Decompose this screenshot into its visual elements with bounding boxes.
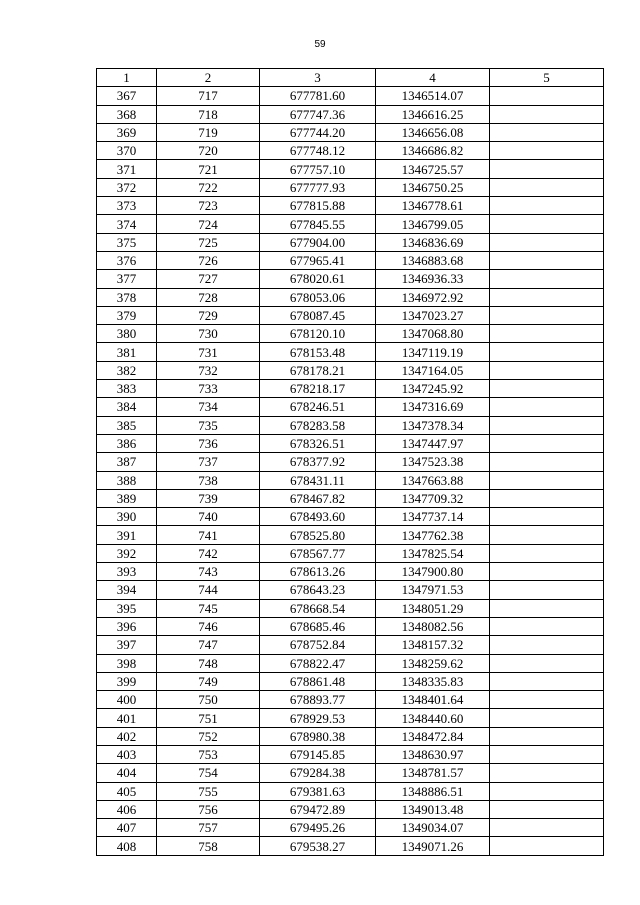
note-cell — [490, 380, 604, 398]
row-number-cell: 404 — [97, 764, 157, 782]
x-coordinate-cell: 679145.85 — [260, 745, 376, 763]
y-coordinate-cell: 1347737.14 — [376, 508, 490, 526]
row-number-cell: 388 — [97, 471, 157, 489]
x-coordinate-cell: 677815.88 — [260, 197, 376, 215]
row-number-cell: 367 — [97, 87, 157, 105]
y-coordinate-cell: 1348259.62 — [376, 654, 490, 672]
table-row — [97, 233, 604, 251]
x-coordinate-cell: 678685.46 — [260, 617, 376, 635]
note-cell — [490, 727, 604, 745]
x-coordinate-cell: 678326.51 — [260, 434, 376, 452]
y-coordinate-cell: 1346936.33 — [376, 270, 490, 288]
table-row — [97, 288, 604, 306]
note-cell — [490, 800, 604, 818]
table-row — [97, 343, 604, 361]
point-number-cell: 754 — [157, 764, 260, 782]
point-number-cell: 717 — [157, 87, 260, 105]
coordinates-table — [96, 68, 604, 856]
x-coordinate-cell: 678643.23 — [260, 581, 376, 599]
y-coordinate-cell: 1348781.57 — [376, 764, 490, 782]
row-number-cell: 390 — [97, 508, 157, 526]
table-row — [97, 380, 604, 398]
row-number-cell: 391 — [97, 526, 157, 544]
row-number-cell: 398 — [97, 654, 157, 672]
point-number-cell: 731 — [157, 343, 260, 361]
note-cell — [490, 672, 604, 690]
point-number-cell: 745 — [157, 599, 260, 617]
y-coordinate-cell: 1347825.54 — [376, 544, 490, 562]
note-cell — [490, 599, 604, 617]
row-number-cell: 387 — [97, 453, 157, 471]
row-number-cell: 372 — [97, 178, 157, 196]
x-coordinate-cell: 677777.93 — [260, 178, 376, 196]
note-cell — [490, 398, 604, 416]
x-coordinate-cell: 678525.80 — [260, 526, 376, 544]
table-row — [97, 270, 604, 288]
row-number-cell: 369 — [97, 123, 157, 141]
note-cell — [490, 288, 604, 306]
row-number-cell: 394 — [97, 581, 157, 599]
point-number-cell: 756 — [157, 800, 260, 818]
y-coordinate-cell: 1347900.80 — [376, 563, 490, 581]
x-coordinate-cell: 678431.11 — [260, 471, 376, 489]
note-cell — [490, 471, 604, 489]
point-number-cell: 755 — [157, 782, 260, 800]
point-number-cell: 758 — [157, 837, 260, 855]
x-coordinate-cell: 677965.41 — [260, 251, 376, 269]
x-coordinate-cell: 678283.58 — [260, 416, 376, 434]
y-coordinate-cell: 1346778.61 — [376, 197, 490, 215]
point-number-cell: 746 — [157, 617, 260, 635]
note-cell — [490, 105, 604, 123]
point-number-cell: 743 — [157, 563, 260, 581]
y-coordinate-cell: 1348886.51 — [376, 782, 490, 800]
point-number-cell: 733 — [157, 380, 260, 398]
point-number-cell: 721 — [157, 160, 260, 178]
y-coordinate-cell: 1347447.97 — [376, 434, 490, 452]
x-coordinate-cell: 678893.77 — [260, 691, 376, 709]
note-cell — [490, 197, 604, 215]
y-coordinate-cell: 1346883.68 — [376, 251, 490, 269]
y-coordinate-cell: 1347378.34 — [376, 416, 490, 434]
point-number-cell: 729 — [157, 306, 260, 324]
note-cell — [490, 764, 604, 782]
note-cell — [490, 453, 604, 471]
row-number-cell: 392 — [97, 544, 157, 562]
row-number-cell: 407 — [97, 819, 157, 837]
row-number-cell: 399 — [97, 672, 157, 690]
y-coordinate-cell: 1347164.05 — [376, 361, 490, 379]
table-row — [97, 197, 604, 215]
note-cell — [490, 325, 604, 343]
table-row — [97, 636, 604, 654]
row-number-cell: 382 — [97, 361, 157, 379]
x-coordinate-cell: 678178.21 — [260, 361, 376, 379]
table-row — [97, 782, 604, 800]
row-number-cell: 375 — [97, 233, 157, 251]
y-coordinate-cell: 1348082.56 — [376, 617, 490, 635]
point-number-cell: 732 — [157, 361, 260, 379]
table-row — [97, 727, 604, 745]
table-row — [97, 123, 604, 141]
row-number-cell: 405 — [97, 782, 157, 800]
x-coordinate-cell: 678120.10 — [260, 325, 376, 343]
note-cell — [490, 617, 604, 635]
column-header: 2 — [157, 69, 260, 87]
y-coordinate-cell: 1347709.32 — [376, 489, 490, 507]
point-number-cell: 719 — [157, 123, 260, 141]
point-number-cell: 744 — [157, 581, 260, 599]
x-coordinate-cell: 677781.60 — [260, 87, 376, 105]
table-row — [97, 819, 604, 837]
y-coordinate-cell: 1348157.32 — [376, 636, 490, 654]
row-number-cell: 374 — [97, 215, 157, 233]
table-row — [97, 416, 604, 434]
row-number-cell: 400 — [97, 691, 157, 709]
y-coordinate-cell: 1346686.82 — [376, 142, 490, 160]
point-number-cell: 734 — [157, 398, 260, 416]
table-row — [97, 599, 604, 617]
table-row — [97, 691, 604, 709]
point-number-cell: 757 — [157, 819, 260, 837]
note-cell — [490, 416, 604, 434]
note-cell — [490, 251, 604, 269]
x-coordinate-cell: 678087.45 — [260, 306, 376, 324]
x-coordinate-cell: 678053.06 — [260, 288, 376, 306]
y-coordinate-cell: 1346799.05 — [376, 215, 490, 233]
row-number-cell: 378 — [97, 288, 157, 306]
point-number-cell: 736 — [157, 434, 260, 452]
point-number-cell: 747 — [157, 636, 260, 654]
x-coordinate-cell: 678153.48 — [260, 343, 376, 361]
table-row — [97, 87, 604, 105]
point-number-cell: 730 — [157, 325, 260, 343]
column-header: 4 — [376, 69, 490, 87]
row-number-cell: 402 — [97, 727, 157, 745]
point-number-cell: 739 — [157, 489, 260, 507]
note-cell — [490, 142, 604, 160]
x-coordinate-cell: 678020.61 — [260, 270, 376, 288]
row-number-cell: 371 — [97, 160, 157, 178]
row-number-cell: 381 — [97, 343, 157, 361]
table-row — [97, 654, 604, 672]
x-coordinate-cell: 679381.63 — [260, 782, 376, 800]
row-number-cell: 403 — [97, 745, 157, 763]
note-cell — [490, 544, 604, 562]
point-number-cell: 750 — [157, 691, 260, 709]
row-number-cell: 379 — [97, 306, 157, 324]
note-cell — [490, 563, 604, 581]
table-row — [97, 434, 604, 452]
table-row — [97, 672, 604, 690]
x-coordinate-cell: 678929.53 — [260, 709, 376, 727]
x-coordinate-cell: 678752.84 — [260, 636, 376, 654]
y-coordinate-cell: 1347523.38 — [376, 453, 490, 471]
note-cell — [490, 489, 604, 507]
note-cell — [490, 782, 604, 800]
row-number-cell: 370 — [97, 142, 157, 160]
y-coordinate-cell: 1349013.48 — [376, 800, 490, 818]
table-row — [97, 581, 604, 599]
note-cell — [490, 636, 604, 654]
row-number-cell: 395 — [97, 599, 157, 617]
point-number-cell: 753 — [157, 745, 260, 763]
note-cell — [490, 691, 604, 709]
x-coordinate-cell: 678567.77 — [260, 544, 376, 562]
y-coordinate-cell: 1348401.64 — [376, 691, 490, 709]
row-number-cell: 377 — [97, 270, 157, 288]
row-number-cell: 397 — [97, 636, 157, 654]
y-coordinate-cell: 1347316.69 — [376, 398, 490, 416]
point-number-cell: 718 — [157, 105, 260, 123]
table-row — [97, 764, 604, 782]
y-coordinate-cell: 1347245.92 — [376, 380, 490, 398]
y-coordinate-cell: 1348630.97 — [376, 745, 490, 763]
note-cell — [490, 709, 604, 727]
row-number-cell: 384 — [97, 398, 157, 416]
note-cell — [490, 233, 604, 251]
x-coordinate-cell: 678377.92 — [260, 453, 376, 471]
table-row — [97, 142, 604, 160]
point-number-cell: 738 — [157, 471, 260, 489]
table-row — [97, 398, 604, 416]
note-cell — [490, 819, 604, 837]
x-coordinate-cell: 677747.36 — [260, 105, 376, 123]
y-coordinate-cell: 1346514.07 — [376, 87, 490, 105]
y-coordinate-cell: 1347119.19 — [376, 343, 490, 361]
x-coordinate-cell: 679472.89 — [260, 800, 376, 818]
y-coordinate-cell: 1346616.25 — [376, 105, 490, 123]
y-coordinate-cell: 1348335.83 — [376, 672, 490, 690]
row-number-cell: 408 — [97, 837, 157, 855]
y-coordinate-cell: 1346972.92 — [376, 288, 490, 306]
x-coordinate-cell: 678613.26 — [260, 563, 376, 581]
x-coordinate-cell: 677845.55 — [260, 215, 376, 233]
note-cell — [490, 745, 604, 763]
y-coordinate-cell: 1349071.26 — [376, 837, 490, 855]
column-header: 5 — [490, 69, 604, 87]
table-header — [97, 69, 604, 87]
point-number-cell: 740 — [157, 508, 260, 526]
point-number-cell: 726 — [157, 251, 260, 269]
table-row — [97, 508, 604, 526]
table-row — [97, 105, 604, 123]
y-coordinate-cell: 1349034.07 — [376, 819, 490, 837]
row-number-cell: 396 — [97, 617, 157, 635]
y-coordinate-cell: 1346836.69 — [376, 233, 490, 251]
note-cell — [490, 215, 604, 233]
x-coordinate-cell: 679284.38 — [260, 764, 376, 782]
table-row — [97, 745, 604, 763]
x-coordinate-cell: 679538.27 — [260, 837, 376, 855]
point-number-cell: 720 — [157, 142, 260, 160]
table-row — [97, 709, 604, 727]
y-coordinate-cell: 1346725.57 — [376, 160, 490, 178]
x-coordinate-cell: 678218.17 — [260, 380, 376, 398]
point-number-cell: 725 — [157, 233, 260, 251]
column-header: 3 — [260, 69, 376, 87]
x-coordinate-cell: 678980.38 — [260, 727, 376, 745]
point-number-cell: 752 — [157, 727, 260, 745]
note-cell — [490, 837, 604, 855]
row-number-cell: 393 — [97, 563, 157, 581]
row-number-cell: 386 — [97, 434, 157, 452]
row-number-cell: 380 — [97, 325, 157, 343]
x-coordinate-cell: 677904.00 — [260, 233, 376, 251]
row-number-cell: 385 — [97, 416, 157, 434]
y-coordinate-cell: 1348051.29 — [376, 599, 490, 617]
row-number-cell: 406 — [97, 800, 157, 818]
table-row — [97, 544, 604, 562]
point-number-cell: 737 — [157, 453, 260, 471]
note-cell — [490, 87, 604, 105]
table-row — [97, 178, 604, 196]
table-row — [97, 563, 604, 581]
header-row — [97, 69, 604, 87]
x-coordinate-cell: 678246.51 — [260, 398, 376, 416]
x-coordinate-cell: 678861.48 — [260, 672, 376, 690]
table-row — [97, 160, 604, 178]
y-coordinate-cell: 1347762.38 — [376, 526, 490, 544]
y-coordinate-cell: 1348440.60 — [376, 709, 490, 727]
table-row — [97, 251, 604, 269]
table-row — [97, 215, 604, 233]
table-row — [97, 800, 604, 818]
y-coordinate-cell: 1346656.08 — [376, 123, 490, 141]
row-number-cell: 383 — [97, 380, 157, 398]
row-number-cell: 389 — [97, 489, 157, 507]
point-number-cell: 748 — [157, 654, 260, 672]
y-coordinate-cell: 1347068.80 — [376, 325, 490, 343]
x-coordinate-cell: 679495.26 — [260, 819, 376, 837]
point-number-cell: 724 — [157, 215, 260, 233]
point-number-cell: 723 — [157, 197, 260, 215]
point-number-cell: 728 — [157, 288, 260, 306]
note-cell — [490, 343, 604, 361]
y-coordinate-cell: 1347023.27 — [376, 306, 490, 324]
row-number-cell: 376 — [97, 251, 157, 269]
table-row — [97, 306, 604, 324]
note-cell — [490, 270, 604, 288]
note-cell — [490, 361, 604, 379]
point-number-cell: 741 — [157, 526, 260, 544]
x-coordinate-cell: 678822.47 — [260, 654, 376, 672]
table-row — [97, 453, 604, 471]
point-number-cell: 751 — [157, 709, 260, 727]
note-cell — [490, 581, 604, 599]
note-cell — [490, 526, 604, 544]
y-coordinate-cell: 1347663.88 — [376, 471, 490, 489]
row-number-cell: 373 — [97, 197, 157, 215]
column-header: 1 — [97, 69, 157, 87]
x-coordinate-cell: 678668.54 — [260, 599, 376, 617]
point-number-cell: 742 — [157, 544, 260, 562]
row-number-cell: 401 — [97, 709, 157, 727]
y-coordinate-cell: 1347971.53 — [376, 581, 490, 599]
row-number-cell: 368 — [97, 105, 157, 123]
note-cell — [490, 178, 604, 196]
point-number-cell: 722 — [157, 178, 260, 196]
note-cell — [490, 508, 604, 526]
table-row — [97, 489, 604, 507]
table-row — [97, 617, 604, 635]
x-coordinate-cell: 677744.20 — [260, 123, 376, 141]
table-row — [97, 325, 604, 343]
point-number-cell: 727 — [157, 270, 260, 288]
note-cell — [490, 434, 604, 452]
point-number-cell: 735 — [157, 416, 260, 434]
note-cell — [490, 160, 604, 178]
y-coordinate-cell: 1348472.84 — [376, 727, 490, 745]
x-coordinate-cell: 677757.10 — [260, 160, 376, 178]
table-row — [97, 837, 604, 855]
note-cell — [490, 123, 604, 141]
page-number: 59 — [314, 39, 326, 50]
y-coordinate-cell: 1346750.25 — [376, 178, 490, 196]
table-row — [97, 361, 604, 379]
note-cell — [490, 654, 604, 672]
point-number-cell: 749 — [157, 672, 260, 690]
table-row — [97, 526, 604, 544]
x-coordinate-cell: 678467.82 — [260, 489, 376, 507]
table-row — [97, 471, 604, 489]
table-body — [97, 87, 604, 855]
x-coordinate-cell: 678493.60 — [260, 508, 376, 526]
x-coordinate-cell: 677748.12 — [260, 142, 376, 160]
note-cell — [490, 306, 604, 324]
